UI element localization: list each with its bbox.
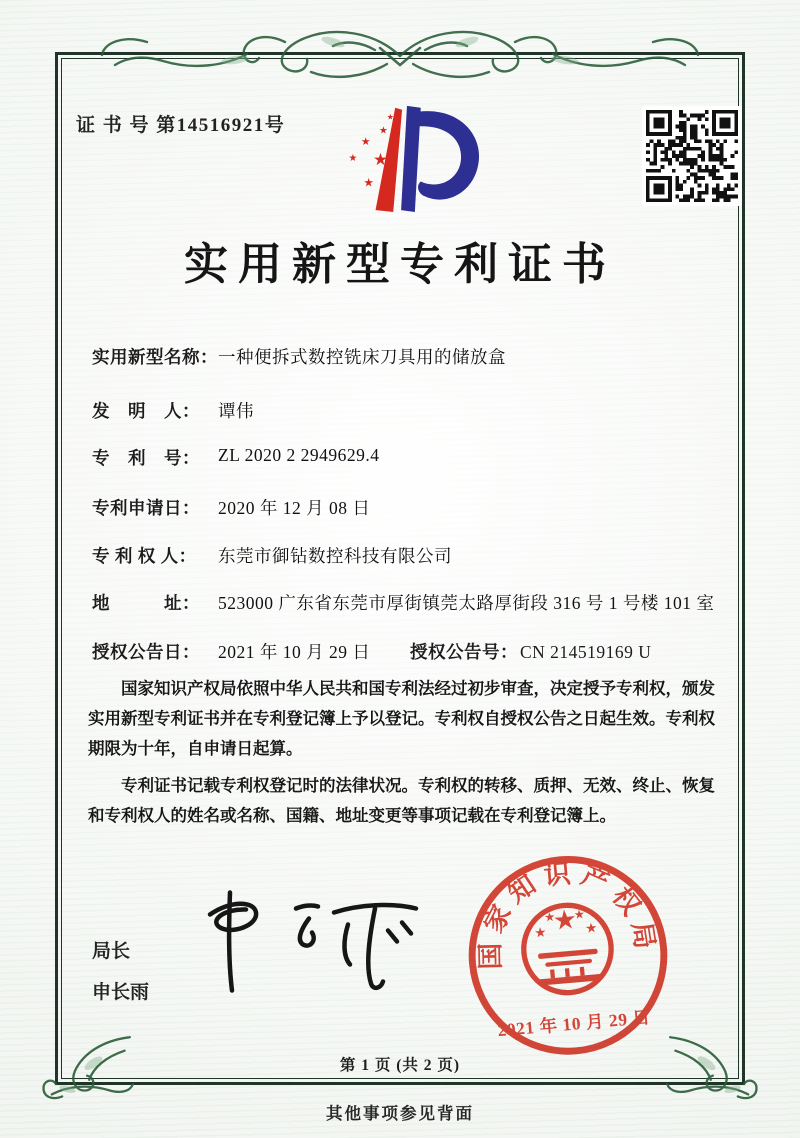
grant-date-label: 授权公告日：: [92, 642, 200, 662]
field-label: 地 址：: [92, 593, 200, 613]
handwritten-signature: [196, 876, 431, 1001]
seal-agency-arc-text: 国家知识产权局: [475, 857, 662, 970]
top-scroll-ornament-icon: [95, 12, 705, 100]
svg-text:★: ★: [348, 152, 358, 164]
page-number: 第 1 页 (共 2 页): [339, 1057, 461, 1074]
official-seal: [455, 851, 681, 1064]
field-row-patentee: [92, 543, 718, 568]
field-value: 一种便拆式数控铣床刀具用的储放盒: [218, 347, 506, 367]
field-value: 523000 广东省东莞市厚街镇莞太路厚街段 316 号 1 号楼 101 室: [218, 593, 715, 613]
legal-paragraph-1: 国家知识产权局依照中华人民共和国专利法经过初步审查，决定授予专利权，颁发实用新型专利证书并在专利登记簿上予以登记。专利权自授权公告之日起生效。专利权期限为十年，自申请日起算。: [88, 679, 715, 759]
seal-date: 2021 年 10 月 29 日: [496, 1007, 652, 1041]
field-row-name: [92, 344, 718, 369]
field-label: 发 明 人：: [92, 401, 200, 421]
seal-national-emblem-icon: [520, 902, 615, 997]
back-side-note: 其他事项参见背面: [326, 1104, 474, 1123]
grant-number-value: CN 214519169 U: [520, 642, 652, 662]
qr-code: [642, 106, 742, 206]
signer-block: [92, 932, 149, 1014]
signer-name: 申长雨: [92, 981, 150, 1003]
field-row-filing-date: [92, 495, 718, 520]
field-value: 东莞市御钻数控科技有限公司: [218, 546, 452, 566]
svg-text:★: ★: [585, 921, 598, 936]
legal-paragraph-2: 专利证书记载专利权登记时的法律状况。专利权的转移、质押、无效、终止、恢复和专利权人的姓名或名称、国籍、地址变更等事项记载在专利登记簿上。: [88, 776, 715, 826]
field-label: 专利申请日：: [92, 498, 200, 518]
field-row-address: [92, 590, 718, 617]
field-row-grant: [92, 639, 718, 664]
field-row-patent-no: [92, 445, 718, 470]
legal-text: [88, 674, 726, 838]
svg-text:★: ★: [544, 912, 556, 925]
svg-text:★: ★: [534, 925, 547, 940]
grant-number-label: 授权公告号：: [410, 642, 518, 662]
field-label: 专 利 号：: [92, 448, 200, 468]
svg-text:★: ★: [360, 135, 371, 149]
svg-text:★: ★: [386, 112, 394, 122]
certificate-number: 证 书 号 第14516921号: [76, 115, 286, 136]
grant-date-value: 2021 年 10 月 29 日: [218, 642, 371, 662]
cnipa-logo-icon: [332, 96, 480, 214]
svg-text:★: ★: [363, 175, 374, 190]
grant-number-pair: [410, 639, 651, 664]
certificate-title: 实用新型专利证书: [184, 240, 616, 289]
field-row-inventor: [92, 398, 718, 423]
signer-title: 局长: [92, 941, 131, 962]
field-value: 2020 年 12 月 08 日: [218, 498, 371, 518]
field-value: 谭伟: [218, 401, 254, 421]
svg-text:★: ★: [372, 148, 388, 169]
field-label: 实用新型名称：: [92, 347, 218, 367]
svg-text:★: ★: [553, 906, 577, 935]
svg-text:★: ★: [574, 909, 585, 922]
svg-text:★: ★: [378, 125, 388, 137]
field-label: 专 利 权 人：: [92, 546, 197, 566]
field-value: ZL 2020 2 2949629.4: [218, 445, 380, 465]
